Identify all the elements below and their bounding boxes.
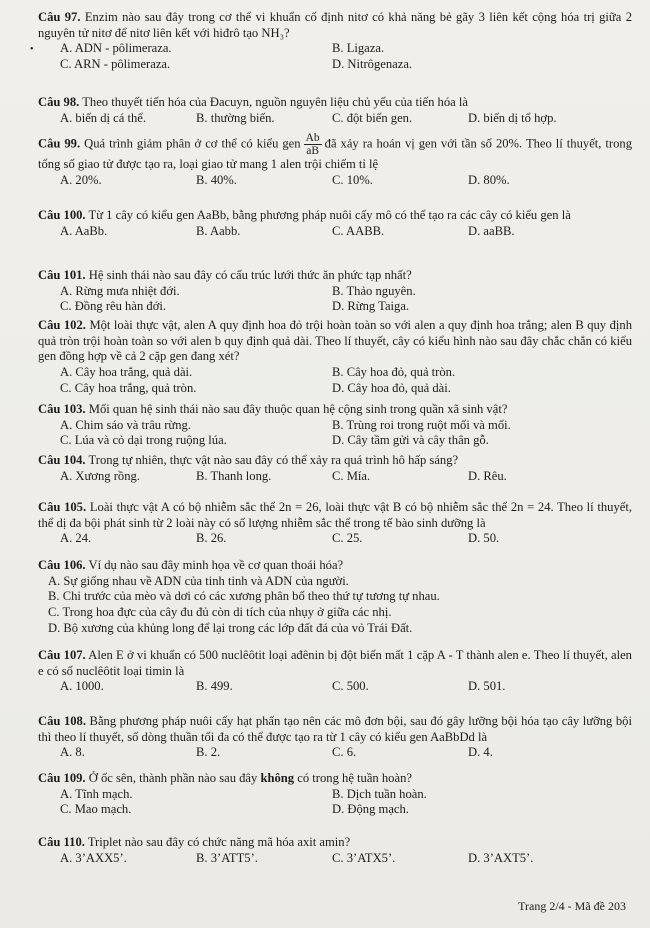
option-b[interactable]: B. 3’ATT5’.	[196, 850, 258, 865]
option-b[interactable]: B. Dịch tuần hoàn.	[332, 786, 427, 801]
option-c[interactable]: C. AABB.	[332, 223, 385, 238]
question-110	[38, 835, 632, 866]
answer-row	[60, 173, 632, 189]
question-103	[38, 402, 632, 449]
question-stem	[38, 771, 632, 787]
question-108	[38, 714, 632, 761]
option-a[interactable]: A. Cây hoa trắng, quả dài.	[60, 365, 193, 380]
question-text-cont: có trong hệ tuần hoàn?	[297, 771, 412, 785]
question-text: Trong tự nhiên, thực vật nào sau đây có thể xảy ra quá trình hô hấp sáng?	[88, 453, 459, 467]
option-b[interactable]: B. Trùng roi trong ruột mối và mối.	[332, 417, 511, 432]
question-text: Alen E ở vi khuẩn có 500 nuclêôtit loại ađênin bị đột biến mất 1 cặp A - T thành alen e. Theo lí thuyết, alen e có số nuclêôtit loại timin là	[38, 648, 632, 678]
option-b[interactable]: B. Cây hoa đỏ, quả tròn.	[332, 365, 456, 380]
option-c[interactable]: C. Trong hoa đực của cây đu đủ còn di tích của nhụy ở giữa các nhị.	[48, 605, 392, 620]
option-c[interactable]: C. Mía.	[332, 468, 371, 483]
genotype-fraction	[304, 132, 322, 157]
answer-row	[60, 679, 632, 695]
option-a[interactable]: A. biến dị cá thể.	[60, 110, 147, 125]
question-106	[38, 558, 632, 637]
fraction-denominator: aB	[306, 145, 319, 158]
question-text: Từ 1 cây có kiểu gen AaBb, bằng phương pháp nuôi cấy mô có thể tạo ra các cây có kiểu gen là	[88, 208, 571, 222]
option-a[interactable]: A. 3’AXX5’.	[60, 850, 127, 865]
option-d[interactable]: D. 50.	[468, 531, 500, 546]
question-stem	[38, 10, 632, 41]
option-a[interactable]: A. 24.	[60, 531, 92, 546]
option-d[interactable]: D. Rêu.	[468, 468, 507, 483]
answer-row	[60, 365, 632, 381]
answer-row	[60, 745, 632, 761]
question-emphasis: không	[260, 771, 295, 785]
question-text: Mối quan hệ sinh thái nào sau đây thuộc quan hệ cộng sinh trong quần xã sinh vật?	[88, 402, 508, 416]
option-b[interactable]: B. thường biến.	[196, 110, 275, 125]
question-text: Quá trình giảm phân ở cơ thể có kiểu gen	[84, 136, 301, 151]
answer-row	[60, 284, 632, 300]
option-c[interactable]: C. 3’ATX5’.	[332, 850, 396, 865]
question-number: Câu 98.	[38, 95, 80, 109]
answer-row	[60, 418, 632, 434]
question-text: Enzim nào sau đây trong cơ thể vi khuẩn cố định nitơ có khả năng bẻ gãy 3 liên kết cộng hóa trị giữa 2 nguyên tử nitơ để nitơ liên kết với hiđrô tạo NH₃?	[38, 10, 632, 40]
answer-row	[60, 381, 632, 397]
option-a[interactable]: A. Xương rồng.	[60, 468, 140, 483]
question-109	[38, 771, 632, 818]
option-c[interactable]: C. Đồng rêu hàn đới.	[60, 299, 166, 314]
option-b[interactable]: B. Chi trước của mèo và dơi có các xương phân bố theo thứ tự tương tự nhau.	[48, 589, 440, 604]
answer-row	[60, 469, 632, 485]
option-c[interactable]: C. Cây hoa trắng, quả tròn.	[60, 380, 197, 395]
question-stem	[38, 835, 632, 851]
answer-row	[60, 531, 632, 547]
option-c[interactable]: C. 25.	[332, 531, 363, 546]
option-d[interactable]: D. Cây tầm gửi và cây thân gỗ.	[332, 433, 489, 448]
question-text-cont: đã xảy ra hoán vị gen với tần số 20%. Theo lí thuyết, trong tổng số giao tử được tạo ra, loại giao tử mang 1 alen trội chiếm tỉ lệ	[38, 136, 633, 172]
question-text: Theo thuyết tiến hóa của Đacuyn, nguồn nguyên liệu chủ yếu của tiến hóa là	[82, 95, 468, 109]
question-stem	[38, 402, 632, 418]
question-104	[38, 453, 632, 484]
question-stem	[38, 318, 632, 365]
question-stem	[38, 648, 632, 679]
answer-row	[60, 802, 632, 818]
question-stem	[38, 208, 632, 224]
question-number: Câu 104.	[38, 453, 86, 467]
option-a[interactable]: A. 1000.	[60, 679, 104, 694]
option-c[interactable]: C. đột biến gen.	[332, 110, 413, 125]
option-c[interactable]: C. ARN - pôlimeraza.	[60, 57, 171, 72]
question-stem	[38, 268, 632, 284]
option-c[interactable]: C. 6.	[332, 745, 357, 760]
option-b[interactable]: B. 40%.	[196, 172, 237, 187]
question-101	[38, 268, 632, 315]
question-98	[38, 95, 632, 126]
question-text: Một loài thực vật, alen A quy định hoa đỏ trội hoàn toàn so với alen a quy định hoa trắng; alen B quy định quả tròn trội hoàn toàn so với alen b quy định quả dài. Theo lí thuyết, cây có kiểu hình nào sau đây chắc chắn có kiểu gen đồng hợp về cả 2 cặp gen đang xét?	[38, 318, 632, 364]
option-a[interactable]: A. Chim sáo và trâu rừng.	[60, 417, 191, 432]
question-stem	[38, 500, 632, 531]
answer-row	[60, 299, 632, 315]
option-b[interactable]: B. Thảo nguyên.	[332, 283, 416, 298]
question-105	[38, 500, 632, 547]
option-a[interactable]: A. 20%.	[60, 172, 102, 187]
option-d[interactable]: D. 3’AXT5’.	[468, 850, 534, 865]
answer-row	[60, 41, 632, 57]
fraction-numerator: Ab	[305, 132, 320, 144]
question-stem	[38, 453, 632, 469]
answer-row	[60, 787, 632, 803]
option-a[interactable]: A. 8.	[60, 745, 85, 760]
option-b[interactable]: B. 499.	[196, 679, 233, 694]
option-d[interactable]: D. Cây hoa đỏ, quả dài.	[332, 380, 451, 395]
question-102	[38, 318, 632, 397]
question-100	[38, 208, 632, 239]
question-stem	[38, 95, 632, 111]
page-footer: Trang 2/4 - Mã đề 203	[518, 899, 626, 913]
question-text: Ví dụ nào sau đây minh họa về cơ quan thoái hóa?	[88, 558, 344, 572]
option-a[interactable]: A. Rừng mưa nhiệt đới.	[60, 283, 180, 298]
option-d[interactable]: D. Rừng Taiga.	[332, 299, 410, 314]
answer-stack	[38, 574, 632, 637]
question-number: Câu 100.	[38, 208, 86, 222]
option-d[interactable]: D. Bộ xương của khủng long để lại trong các lớp đất đá của vỏ Trái Đất.	[48, 620, 413, 635]
question-number: Câu 107.	[38, 648, 86, 662]
option-a[interactable]: A. Sự giống nhau về ADN của tinh tinh và ADN của người.	[48, 573, 349, 588]
answer-row	[60, 57, 632, 73]
question-number: Câu 101.	[38, 268, 86, 282]
answer-row	[60, 433, 632, 449]
option-c[interactable]: C. Lúa và cỏ dại trong ruộng lúa.	[60, 433, 227, 448]
option-b[interactable]: B. 26.	[196, 531, 227, 546]
option-c[interactable]: C. 10%.	[332, 172, 373, 187]
question-107	[38, 648, 632, 695]
question-number: Câu 109.	[38, 771, 86, 785]
question-number: Câu 110.	[38, 835, 85, 849]
option-d[interactable]: D. Động mạch.	[332, 802, 409, 817]
answer-row	[60, 224, 632, 240]
question-stem	[38, 558, 632, 574]
option-c[interactable]: C. Mao mạch.	[60, 802, 132, 817]
option-d[interactable]: D. 501.	[468, 679, 506, 694]
option-d[interactable]: D. biến dị tổ hợp.	[468, 110, 557, 125]
option-b[interactable]: B. Aabb.	[196, 223, 241, 238]
option-d[interactable]: D. Nitrôgenaza.	[332, 57, 413, 72]
answer-row	[60, 111, 632, 127]
option-b[interactable]: B. Thanh long.	[196, 468, 272, 483]
option-a[interactable]: A. AaBb.	[60, 223, 108, 238]
option-d[interactable]: D. 80%.	[468, 172, 510, 187]
question-number: Câu 99.	[38, 136, 81, 151]
question-number: Câu 108.	[38, 714, 86, 728]
question-text: Hệ sinh thái nào sau đây có cấu trúc lưới thức ăn phức tạp nhất?	[88, 268, 412, 282]
question-97	[38, 10, 632, 73]
answer-row	[60, 851, 632, 867]
question-number: Câu 103.	[38, 402, 86, 416]
question-text: Bằng phương pháp nuôi cấy hạt phấn tạo nên các mô đơn bội, sau đó gây lưỡng bội hóa tạo cây lưỡng bội thì theo lí thuyết, số dòng thuần tối đa có thể được tạo ra từ 1 cây có kiểu gen AaBbDd là	[38, 714, 632, 744]
question-number: Câu 105.	[38, 500, 87, 514]
option-b[interactable]: B. Ligaza.	[332, 41, 385, 56]
question-stem	[38, 714, 632, 745]
bullet-mark: •	[30, 44, 34, 55]
question-number: Câu 106.	[38, 558, 86, 572]
question-99	[38, 132, 632, 189]
option-c[interactable]: C. 500.	[332, 679, 369, 694]
question-stem	[38, 132, 632, 173]
question-text: Loài thực vật A có bộ nhiễm sắc thể 2n = 26, loài thực vật B có bộ nhiễm sắc thể 2n = 24. Theo lí thuyết, thể dị đa bội phát sinh từ 2 loài này có số lượng nhiễm sắc thể trong tế bào sinh dưỡng là	[38, 500, 632, 530]
option-a[interactable]: A. ADN - pôlimeraza.	[60, 41, 172, 56]
question-number: Câu 102.	[38, 318, 86, 332]
question-text: Ở ốc sên, thành phần nào sau đây	[88, 771, 258, 785]
question-number: Câu 97.	[38, 10, 81, 24]
option-b[interactable]: B. 2.	[196, 745, 221, 760]
option-d[interactable]: D. 4.	[468, 745, 493, 760]
option-a[interactable]: A. Tĩnh mạch.	[60, 786, 133, 801]
option-d[interactable]: D. aaBB.	[468, 223, 515, 238]
question-text: Triplet nào sau đây có chức năng mã hóa axit amin?	[87, 835, 351, 849]
